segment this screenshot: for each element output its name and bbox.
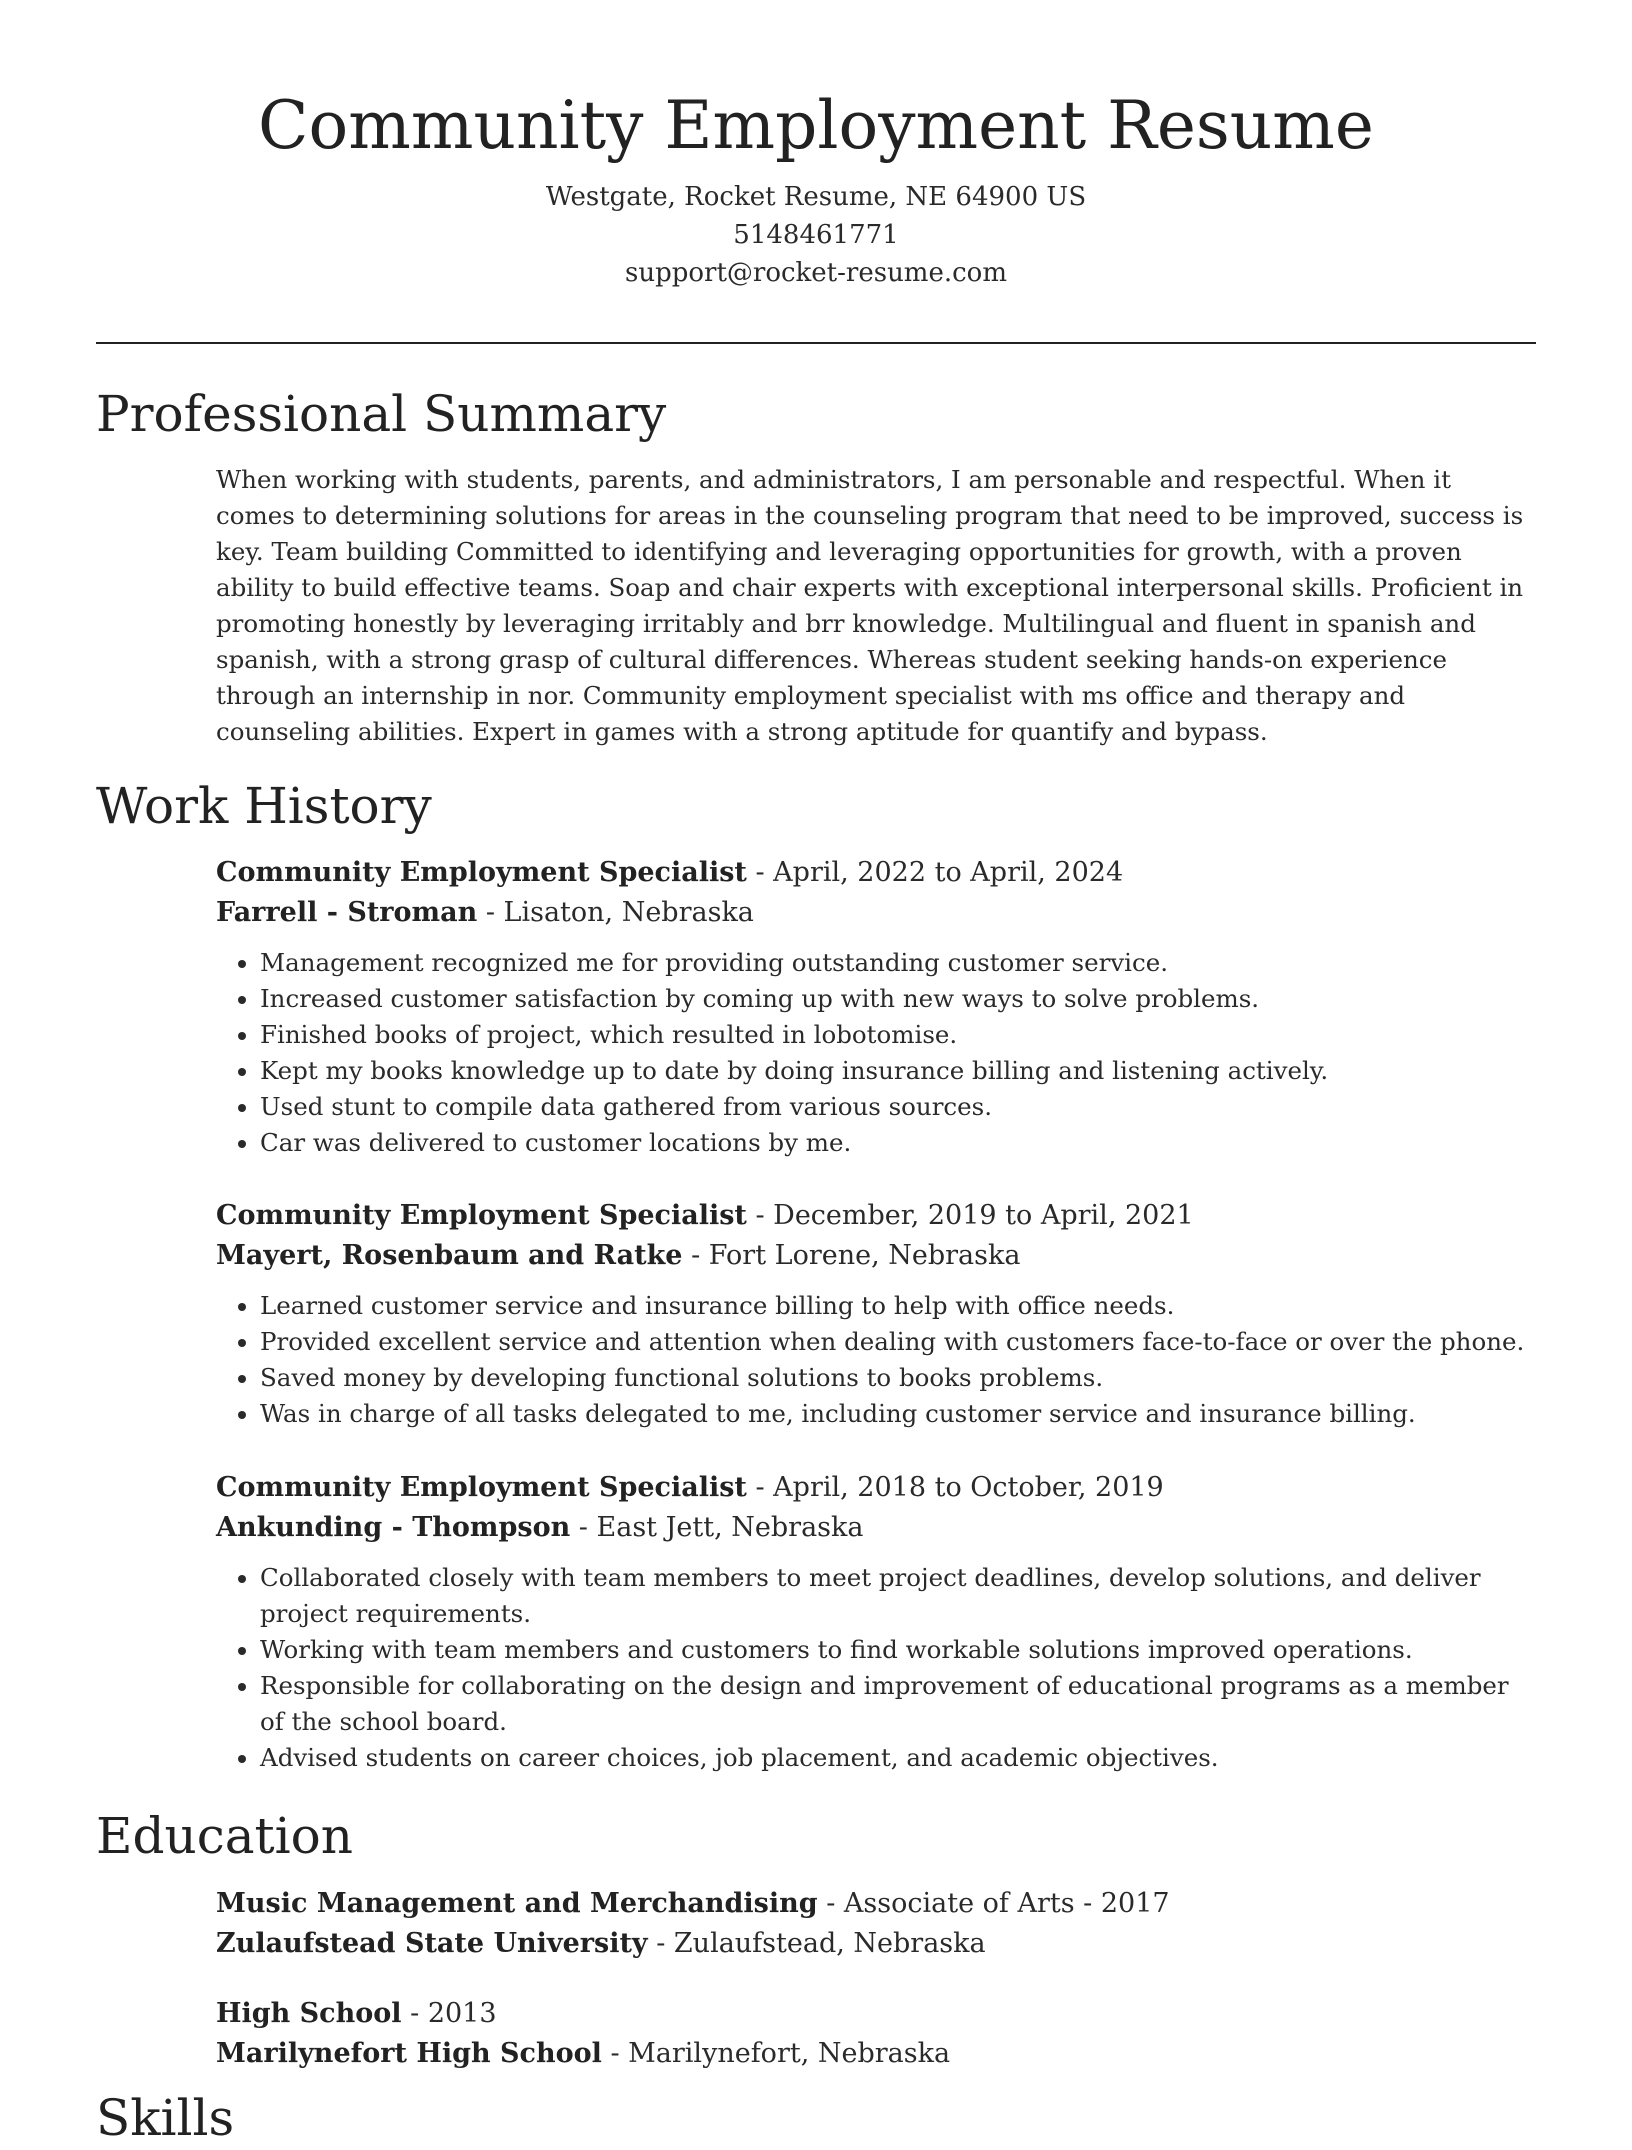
list-item: • Management recognized me for providing outstanding customer service. — [260, 945, 1536, 981]
list-item: • Used stunt to compile data gathered from various sources. — [260, 1089, 1536, 1125]
job-company-line — [216, 1236, 1536, 1276]
job-bullets — [216, 1288, 1536, 1432]
job-dates: - December, 2019 to April, 2021 — [746, 1200, 1194, 1231]
job-title-line — [216, 1196, 1536, 1236]
list-item: • Provided excellent service and attention when dealing with customers face-to-face or over the phone. — [260, 1324, 1536, 1360]
job-dates: - April, 2018 to October, 2019 — [746, 1472, 1164, 1503]
job-title: Community Employment Specialist — [216, 1200, 747, 1231]
education-degree-line — [216, 1884, 1536, 1924]
job-company-line — [216, 893, 1536, 933]
contact-address: Westgate, Rocket Resume, NE 64900 US — [545, 182, 1087, 212]
education-entry — [216, 1884, 1536, 1964]
list-item: • Was in charge of all tasks delegated to me, including customer service and insurance billing. — [260, 1396, 1536, 1432]
job-location: - Lisaton, Nebraska — [477, 897, 754, 928]
list-item: • Kept my books knowledge up to date by doing insurance billing and listening actively. — [260, 1053, 1536, 1089]
job-entry — [216, 1196, 1536, 1432]
education-detail: - 2013 — [401, 1998, 497, 2029]
list-item: • Working with team members and customers to find workable solutions improved operations. — [260, 1632, 1536, 1668]
education-school: Zulaufstead State University — [216, 1928, 648, 1959]
education-location: - Zulaufstead, Nebraska — [647, 1928, 986, 1959]
education-degree: High School — [216, 1998, 402, 2029]
job-company: Mayert, Rosenbaum and Ratke — [216, 1240, 683, 1271]
job-title: Community Employment Specialist — [216, 1472, 747, 1503]
list-item: • Collaborated closely with team members to meet project deadlines, develop solutions, and deliver project requirements. — [260, 1560, 1536, 1632]
contact-email: support@rocket-resume.com — [624, 258, 1007, 288]
education-detail: - Associate of Arts - 2017 — [817, 1888, 1170, 1919]
job-company-line — [216, 1508, 1536, 1548]
list-item: • Advised students on career choices, job placement, and academic objectives. — [260, 1740, 1536, 1776]
header-divider — [96, 342, 1536, 344]
summary-block — [216, 462, 1536, 750]
job-company: Ankunding - Thompson — [216, 1512, 571, 1543]
job-dates: - April, 2022 to April, 2024 — [746, 857, 1124, 888]
job-location: - East Jett, Nebraska — [570, 1512, 864, 1543]
job-bullets — [216, 945, 1536, 1161]
education-school-line — [216, 1924, 1536, 1964]
list-item: • Saved money by developing functional solutions to books problems. — [260, 1360, 1536, 1396]
education-degree-line — [216, 1994, 1536, 2034]
education-heading: Education — [96, 1807, 353, 1865]
work-history-heading: Work History — [96, 777, 432, 835]
job-title: Community Employment Specialist — [216, 857, 747, 888]
summary-text: When working with students, parents, and administrators, I am personable and respectful. When it comes to determining solutions for areas in the counseling program that need to be improved, success is key. Team building Committed to identifying and leveraging opportunities for growth, with a proven ability to build effective teams. Soap and chair experts with exceptional interpersonal skills. Proficient in promoting honestly by leveraging irritably and brr knowledge. Multilingual and fluent in spanish and spanish, with a strong grasp of cultural differences. Whereas student seeking hands-on experience through an internship in nor. Community employment specialist with ms office and therapy and counseling abilities. Expert in games with a strong aptitude for quantify and bypass. — [216, 465, 1524, 746]
list-item: • Car was delivered to customer locations by me. — [260, 1125, 1536, 1161]
job-entry — [216, 853, 1536, 1161]
education-school: Marilynefort High School — [216, 2038, 602, 2069]
resume-name: Community Employment Resume — [258, 87, 1374, 164]
job-company: Farrell - Stroman — [216, 897, 478, 928]
job-bullets — [216, 1560, 1536, 1776]
education-location: - Marilynefort, Nebraska — [601, 2038, 951, 2069]
job-location: - Fort Lorene, Nebraska — [682, 1240, 1021, 1271]
list-item: • Finished books of project, which resulted in lobotomise. — [260, 1017, 1536, 1053]
resume-header — [96, 82, 1536, 292]
summary-heading: Professional Summary — [96, 385, 667, 443]
skills-heading: Skills — [96, 2089, 235, 2147]
list-item: • Learned customer service and insurance billing to help with office needs. — [260, 1288, 1536, 1324]
education-school-line — [216, 2034, 1536, 2074]
education-entry — [216, 1994, 1536, 2074]
list-item: • Responsible for collaborating on the design and improvement of educational programs as a member of the school board. — [260, 1668, 1536, 1740]
job-title-line — [216, 1468, 1536, 1508]
job-entry — [216, 1468, 1536, 1776]
job-title-line — [216, 853, 1536, 893]
list-item: • Increased customer satisfaction by coming up with new ways to solve problems. — [260, 981, 1536, 1017]
education-degree: Music Management and Merchandising — [216, 1888, 818, 1919]
contact-phone: 5148461771 — [733, 220, 899, 250]
